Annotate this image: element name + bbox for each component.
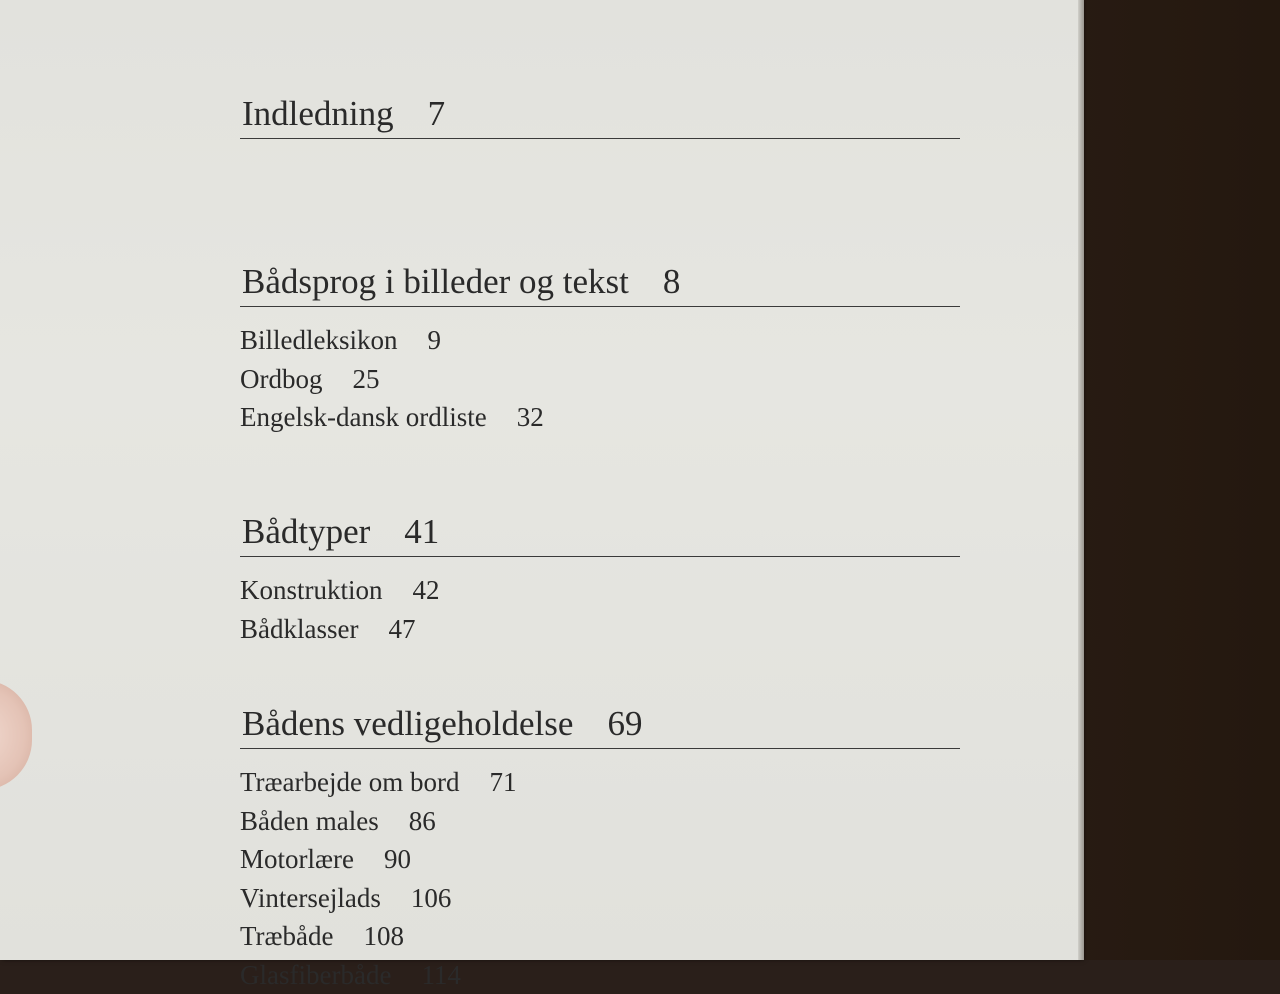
item-title: Vintersejlads xyxy=(240,883,381,913)
item-title: Billedleksikon xyxy=(240,325,398,355)
toc-section xyxy=(240,700,960,994)
toc-section-heading xyxy=(240,258,960,307)
item-page-number: 42 xyxy=(413,575,440,605)
toc-item xyxy=(240,610,960,649)
section-title: Bådtyper xyxy=(242,512,370,551)
section-title: Bådsprog i billeder og tekst xyxy=(242,262,629,301)
toc-item-list xyxy=(240,321,960,437)
item-title: Træarbejde om bord xyxy=(240,767,459,797)
item-title: Konstruktion xyxy=(240,575,383,605)
toc-item xyxy=(240,956,960,994)
toc-item xyxy=(240,398,960,437)
item-page-number: 114 xyxy=(421,960,461,990)
section-title: Indledning xyxy=(242,94,394,133)
toc-item xyxy=(240,321,960,360)
table-of-contents xyxy=(240,90,960,994)
item-page-number: 90 xyxy=(384,844,411,874)
item-title: Motorlære xyxy=(240,844,354,874)
section-page-number: 69 xyxy=(607,704,642,743)
item-title: Ordbog xyxy=(240,364,323,394)
item-page-number: 71 xyxy=(489,767,516,797)
item-page-number: 47 xyxy=(388,614,415,644)
toc-section xyxy=(240,258,960,508)
section-page-number: 7 xyxy=(428,94,446,133)
section-title: Bådens vedligeholdelse xyxy=(242,704,573,743)
toc-item-list xyxy=(240,571,960,648)
item-page-number: 108 xyxy=(364,921,405,951)
item-title: Træbåde xyxy=(240,921,334,951)
toc-section xyxy=(240,90,960,258)
section-page-number: 41 xyxy=(404,512,439,551)
toc-item xyxy=(240,879,960,918)
toc-item-list xyxy=(240,763,960,994)
item-page-number: 25 xyxy=(353,364,380,394)
toc-item xyxy=(240,763,960,802)
toc-section-heading xyxy=(240,700,960,749)
toc-item xyxy=(240,360,960,399)
item-page-number: 86 xyxy=(409,806,436,836)
toc-section-heading xyxy=(240,90,960,139)
toc-item xyxy=(240,840,960,879)
section-page-number: 8 xyxy=(663,262,681,301)
page-edge xyxy=(1078,0,1084,960)
toc-section-heading xyxy=(240,508,960,557)
item-page-number: 9 xyxy=(428,325,442,355)
item-page-number: 106 xyxy=(411,883,452,913)
item-title: Bådklasser xyxy=(240,614,358,644)
item-title: Båden males xyxy=(240,806,379,836)
toc-item xyxy=(240,571,960,610)
toc-section xyxy=(240,508,960,700)
item-page-number: 32 xyxy=(517,402,544,432)
toc-item xyxy=(240,917,960,956)
toc-item xyxy=(240,802,960,841)
item-title: Glasfiberbåde xyxy=(240,960,391,990)
item-title: Engelsk-dansk ordliste xyxy=(240,402,487,432)
